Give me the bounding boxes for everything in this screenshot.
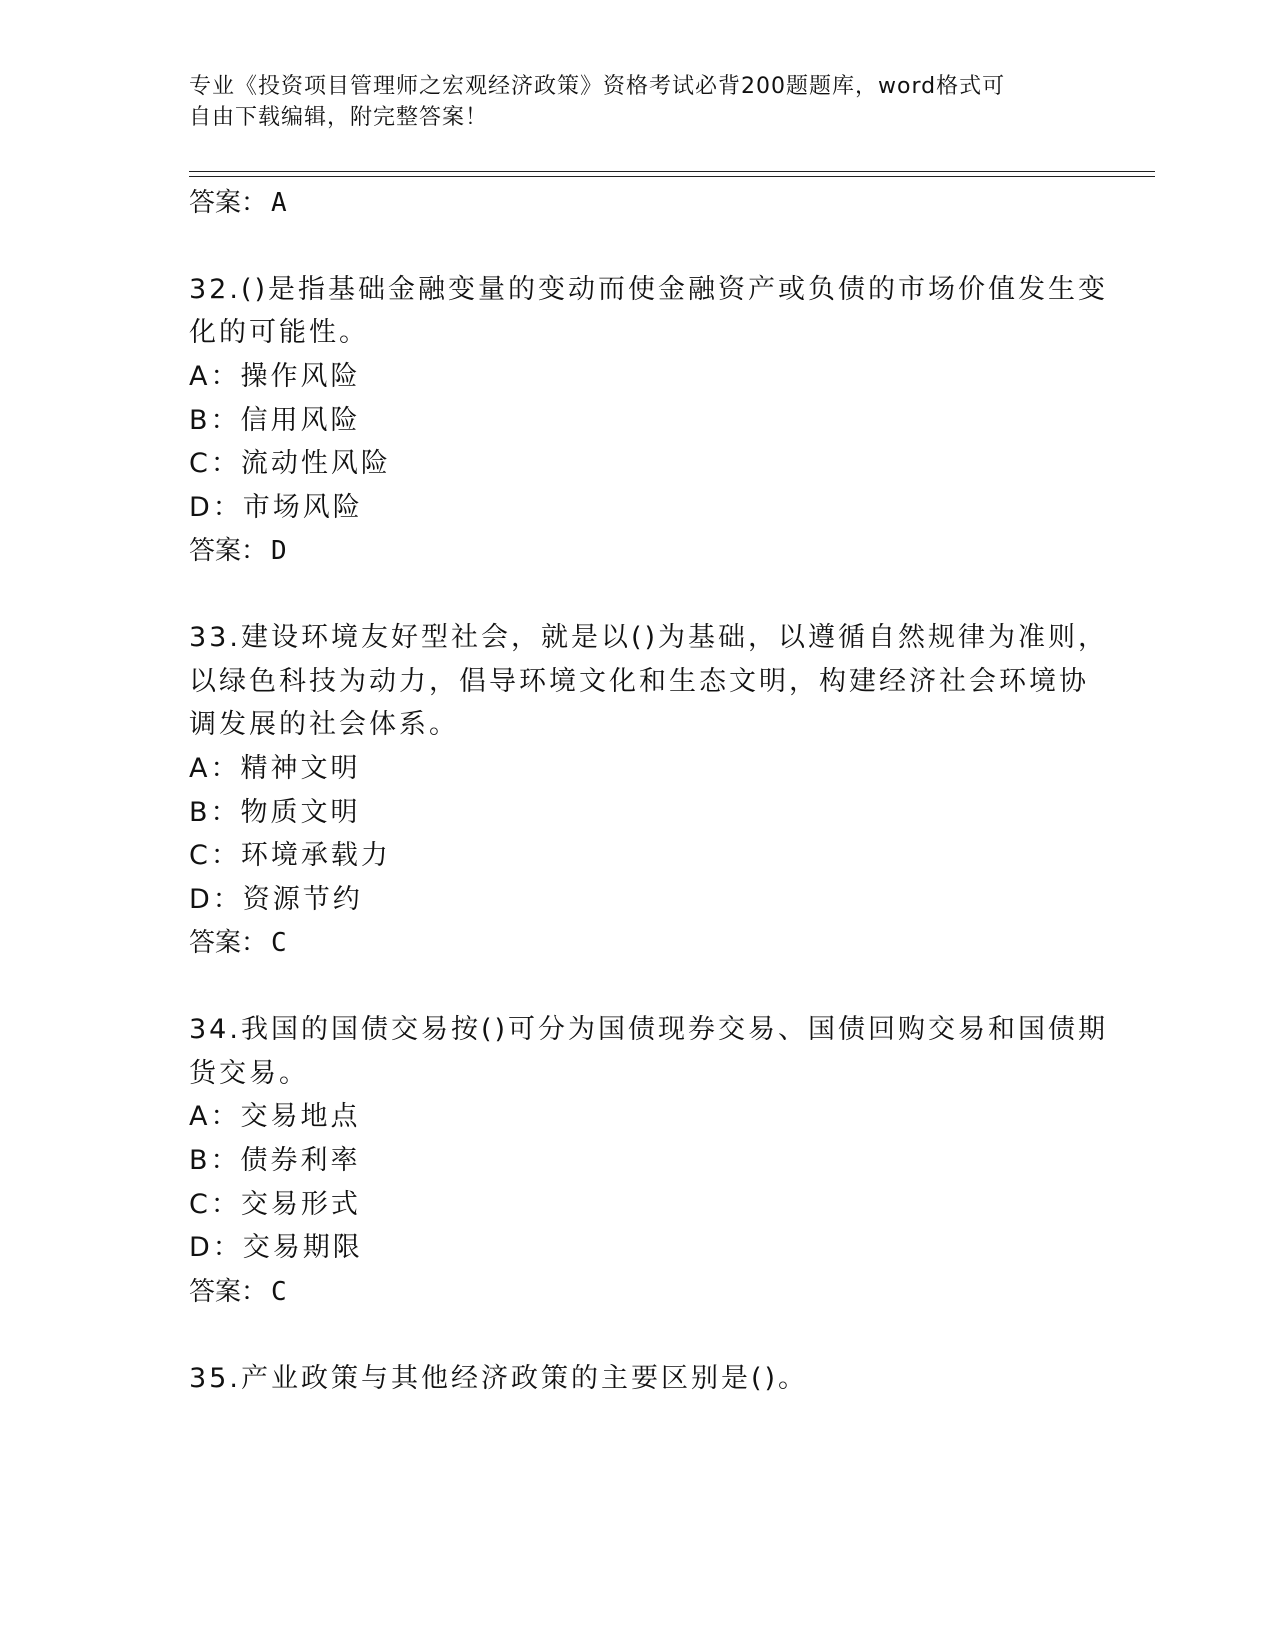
answer-33 [189, 925, 287, 961]
question-32-option-d: D：市场风险 [189, 492, 363, 523]
answer-label: 答案： [189, 928, 268, 958]
question-32-option-c: C：流动性风险 [189, 448, 391, 479]
question-32-option-b: B：信用风险 [189, 405, 361, 436]
question-32-option-a: A：操作风险 [189, 361, 361, 392]
question-34-option-d: D：交易期限 [189, 1232, 363, 1263]
answer-value: C [271, 928, 287, 958]
question-34-line-2: 货交易。 [189, 1058, 309, 1089]
question-33-option-d: D：资源节约 [189, 884, 363, 915]
question-35-line-1: 35.产业政策与其他经济政策的主要区别是()。 [189, 1363, 809, 1394]
answer-previous [189, 185, 287, 221]
header-title-line-1: 专业《投资项目管理师之宏观经济政策》资格考试必背200题题库，word格式可 [189, 74, 1006, 99]
question-33-line-1: 33.建设环境友好型社会，就是以()为基础，以遵循自然规律为准则， [189, 622, 1109, 653]
question-33-line-2: 以绿色科技为动力，倡导环境文化和生态文明，构建经济社会环境协 [189, 666, 1089, 697]
header-title-line-2: 自由下载编辑，附完整答案！ [189, 105, 489, 130]
question-34-option-b: B：债券利率 [189, 1145, 361, 1176]
answer-label: 答案： [189, 536, 268, 566]
answer-value: C [271, 1277, 287, 1307]
question-32-line-1: 32.()是指基础金融变量的变动而使金融资产或负债的市场价值发生变 [189, 274, 1109, 305]
answer-label: 答案： [189, 1277, 268, 1307]
question-32-line-2: 化的可能性。 [189, 317, 369, 348]
question-33-line-3: 调发展的社会体系。 [189, 709, 459, 740]
answer-value: D [271, 536, 287, 566]
answer-label: 答案： [189, 188, 268, 218]
question-33-option-c: C：环境承载力 [189, 840, 391, 871]
question-34-option-c: C：交易形式 [189, 1189, 361, 1220]
header-divider-top [189, 171, 1155, 172]
question-34-line-1: 34.我国的国债交易按()可分为国债现券交易、国债回购交易和国债期 [189, 1014, 1109, 1045]
header-divider-bottom [189, 176, 1155, 177]
answer-value: A [271, 188, 287, 218]
answer-32 [189, 533, 287, 569]
question-34-option-a: A：交易地点 [189, 1101, 361, 1132]
answer-34 [189, 1274, 287, 1310]
question-33-option-b: B：物质文明 [189, 797, 361, 828]
question-33-option-a: A：精神文明 [189, 753, 361, 784]
